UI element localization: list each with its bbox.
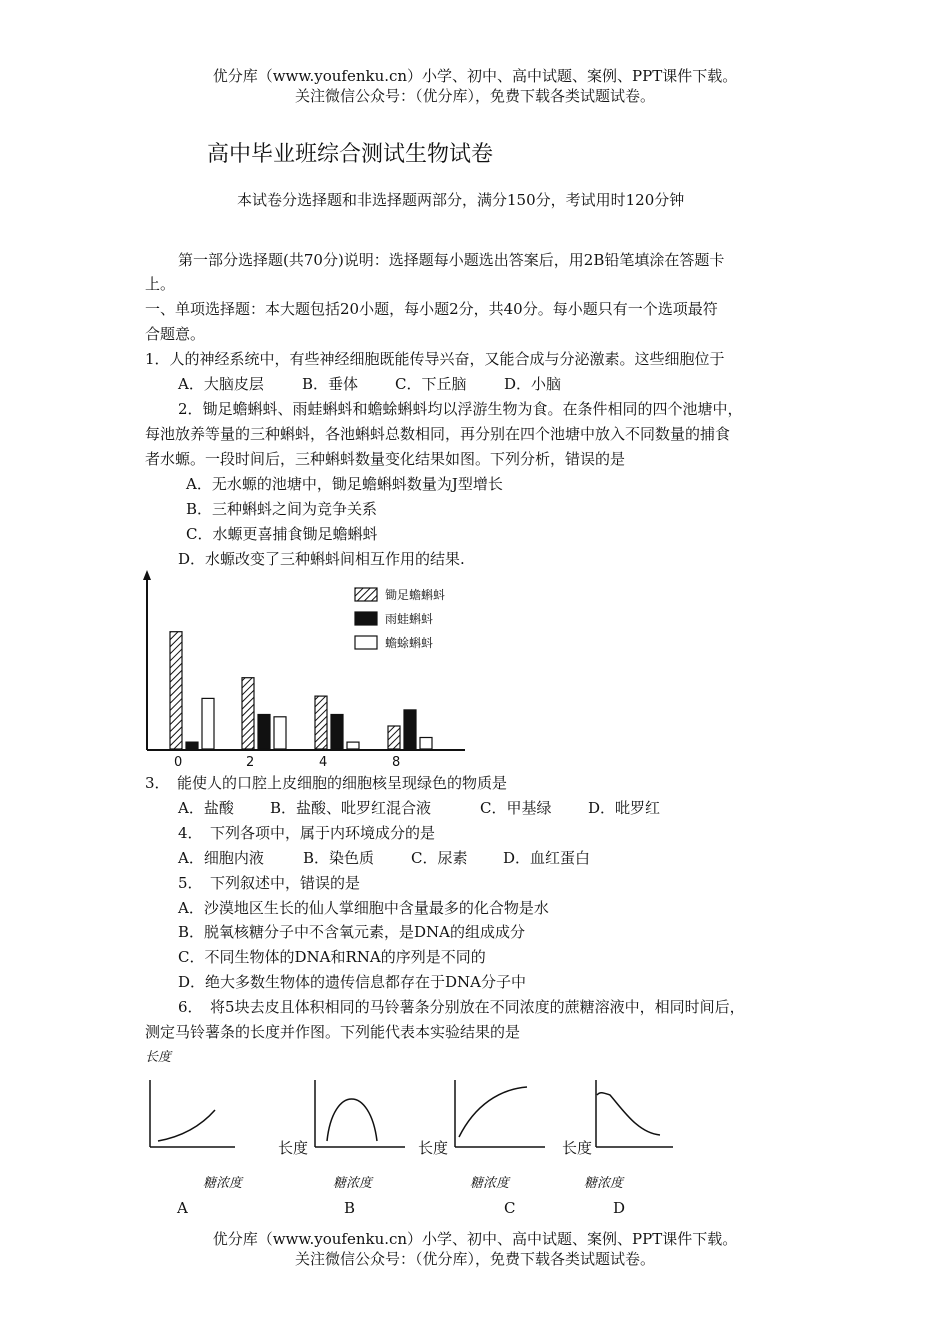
q1-option-a: A．大脑皮层 <box>178 375 264 393</box>
graph-d-y-label: 长度 <box>562 1139 593 1157</box>
q5-option-c: C．不同生物体的DNA和RNA的序列是不同的 <box>178 948 486 966</box>
graph-a <box>140 1075 240 1155</box>
graph-b-x-label: 糖浓度 <box>333 1176 373 1191</box>
legend-swatch-3 <box>355 636 377 649</box>
graph-c-x-label: 糖浓度 <box>470 1176 510 1191</box>
bar-2-series-2 <box>258 715 270 750</box>
q4-option-c: C．尿素 <box>411 849 468 867</box>
q5-option-a: A．沙漠地区生长的仙人掌细胞中含量最多的化合物是水 <box>178 899 549 917</box>
q4-option-d: D．血红蛋白 <box>503 849 591 867</box>
q3-stem: 3． 能使人的口腔上皮细胞的细胞核呈现绿色的物质是 <box>145 774 508 792</box>
x-tick-label: 0 <box>174 755 183 770</box>
part1-line-1: 第一部分选择题(共70分)说明：选择题每小题选出答案后，用2B铅笔填涂在答题卡 <box>178 251 725 269</box>
legend-label-1: 锄足蟾蝌蚪 <box>385 588 446 602</box>
legend-swatch-2 <box>355 612 377 625</box>
legend-label-3: 蟾蜍蝌蚪 <box>385 636 434 650</box>
q5-option-b: B．脱氧核糖分子中不含氧元素，是DNA的组成成分 <box>178 923 526 941</box>
q1-option-c: C．下丘脑 <box>395 375 467 393</box>
graph-b-y-label: 长度 <box>278 1139 309 1157</box>
bar-4-series-3 <box>347 742 359 749</box>
graph-a-x-label: 糖浓度 <box>203 1176 243 1191</box>
legend-swatch-1 <box>355 588 377 601</box>
legend-label-2: 雨蛙蝌蚪 <box>385 612 434 626</box>
graph-c <box>445 1075 550 1155</box>
q1-option-d: D．小脑 <box>504 375 562 393</box>
bar-4-series-1 <box>315 696 327 749</box>
graph-a-curve <box>158 1110 215 1141</box>
q4-option-b: B．染色质 <box>303 849 375 867</box>
graph-a-letter: A <box>177 1199 188 1217</box>
bar-8-series-2 <box>404 710 416 749</box>
q3-option-c: C．甲基绿 <box>480 799 552 817</box>
graph-a-y-label: 长度 <box>145 1050 172 1065</box>
section1-line-1: 一、单项选择题：本大题包括20小题，每小题2分，共40分。每小题只有一个选项最符 <box>145 300 718 318</box>
subtitle: 本试卷分选择题和非选择题两部分，满分150分，考试用时120分钟 <box>237 191 685 209</box>
q5-stem: 5． 下列叙述中，错误的是 <box>178 874 361 892</box>
graph-d-x-label: 糖浓度 <box>584 1176 624 1191</box>
graph-d-letter: D <box>613 1199 626 1217</box>
q2-option-c: C．水螈更喜捕食锄足蟾蝌蚪 <box>186 525 378 543</box>
part1-line-2: 上。 <box>145 275 176 293</box>
q3-option-d: D．吡罗红 <box>588 799 661 817</box>
bar-2-series-3 <box>274 717 286 749</box>
bar-2-series-1 <box>242 678 254 749</box>
q4-option-a: A．细胞内液 <box>178 849 264 867</box>
bar-4-series-2 <box>331 715 343 750</box>
header-line-1: 优分库（www.youfenku.cn）小学、初中、高中试题、案例、PPT课件下载。 <box>212 67 738 85</box>
x-tick-label: 2 <box>246 755 255 770</box>
x-tick-label: 8 <box>392 755 401 770</box>
q2-option-d: D．水螈改变了三种蝌蚪间相互作用的结果. <box>178 550 465 568</box>
q1-option-b: B．垂体 <box>302 375 359 393</box>
graph-c-y-label: 长度 <box>418 1139 449 1157</box>
y-axis-arrow <box>143 570 151 580</box>
q4-stem: 4． 下列各项中，属于内环境成分的是 <box>178 824 436 842</box>
graph-c-letter: C <box>504 1199 516 1217</box>
q1-stem: 1．人的神经系统中，有些神经细胞既能传导兴奋，又能合成与分泌激素。这些细胞位于 <box>145 350 725 368</box>
q6-stem-2: 测定马铃薯条的长度并作图。下列能代表本实验结果的是 <box>145 1023 521 1041</box>
graph-d <box>588 1075 678 1155</box>
q2-stem-2: 每池放养等量的三种蝌蚪，各池蝌蚪总数相同，再分别在四个池塘中放入不同数量的捕食 <box>145 425 731 443</box>
q2-stem-3: 者水螈。一段时间后，三种蝌蚪数量变化结果如图。下列分析，错误的是 <box>145 450 626 468</box>
x-tick-label: 4 <box>319 755 328 770</box>
graph-b-curve <box>327 1099 377 1141</box>
bar-0-series-2 <box>186 742 198 749</box>
footer-line-1: 优分库（www.youfenku.cn）小学、初中、高中试题、案例、PPT课件下载。 <box>212 1230 738 1248</box>
q6-stem-1: 6． 将5块去皮且体积相同的马铃薯条分别放在不同浓度的蔗糖溶液中，相同时间后， <box>178 998 745 1016</box>
footer-line-2: 关注微信公众号：（优分库），免费下载各类试题试卷。 <box>294 1250 655 1268</box>
q2-option-a: A．无水螈的池塘中，锄足蟾蝌蚪数量为J型增长 <box>186 475 503 493</box>
q3-option-b: B．盐酸、吡罗红混合液 <box>270 799 432 817</box>
bar-0-series-3 <box>202 698 214 749</box>
q2-option-b: B．三种蝌蚪之间为竞争关系 <box>186 500 378 518</box>
graph-b-letter: B <box>344 1199 356 1217</box>
q3-option-a: A．盐酸 <box>178 799 234 817</box>
bar-0-series-1 <box>170 632 182 749</box>
graph-c-curve <box>459 1087 527 1137</box>
page-title: 高中毕业班综合测试生物试卷 <box>207 142 494 167</box>
graph-d-curve <box>597 1093 660 1135</box>
tadpole-bar-chart <box>135 568 480 773</box>
header-line-2: 关注微信公众号：（优分库），免费下载各类试题试卷。 <box>294 87 655 105</box>
section1-line-2: 合题意。 <box>145 325 206 343</box>
graph-b <box>305 1075 410 1155</box>
q5-option-d: D．绝大多数生物体的遗传信息都存在于DNA分子中 <box>178 973 527 991</box>
bar-8-series-1 <box>388 726 400 749</box>
bar-8-series-3 <box>420 738 432 750</box>
q2-stem-1: 2．锄足蟾蝌蚪、雨蛙蝌蚪和蟾蜍蝌蚪均以浮游生物为食。在条件相同的四个池塘中， <box>178 400 743 418</box>
